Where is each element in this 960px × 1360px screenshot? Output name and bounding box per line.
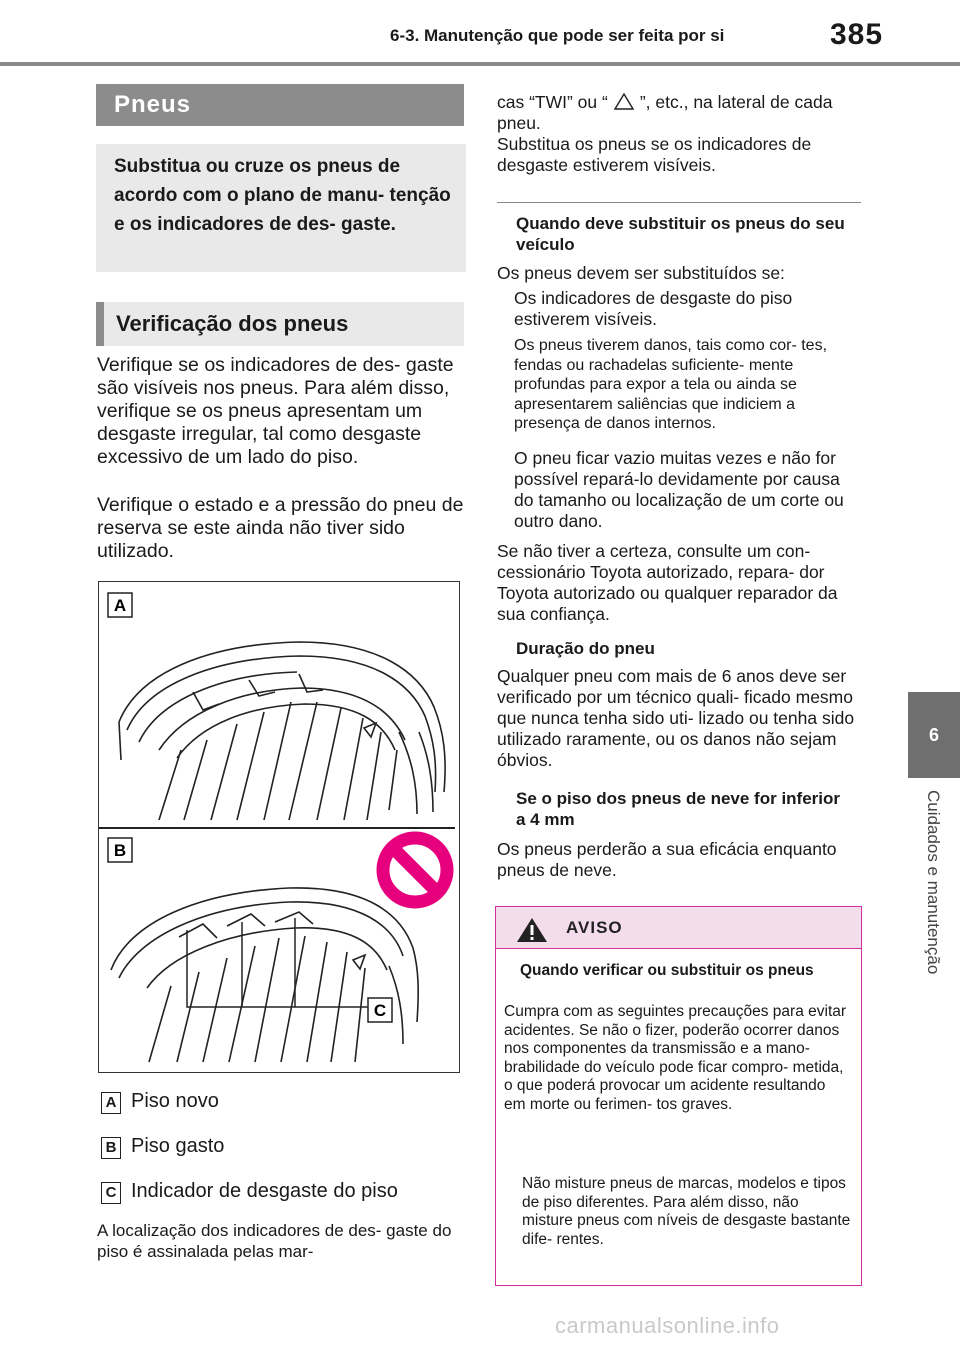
warning-subheading: Quando verificar ou substituir os pneus	[520, 962, 814, 979]
watermark: carmanualsonline.info	[555, 1313, 780, 1338]
replace-bullet-3: O pneu ficar vazio muitas vezes e não for possível repará-lo devidamente por causa do tamanho ou localização de um corte ou outro dano.	[514, 448, 844, 531]
chapter-tab[interactable]	[908, 692, 960, 778]
warning-header	[496, 907, 861, 949]
figure-label-b: B	[113, 841, 127, 860]
when-replace-intro: Os pneus devem ser substituídos se:	[497, 263, 785, 283]
warning-triangle-icon	[516, 917, 548, 943]
legend-text-a: Piso novo	[131, 1090, 219, 1112]
replace-bullet-1: Os indicadores de desgaste do piso estiverem visíveis.	[514, 288, 793, 329]
right-divider	[497, 202, 861, 203]
twi-triangle-icon	[614, 93, 634, 110]
worn-tire-drawing	[111, 888, 418, 1062]
chapter-tab-label-text: Cuidados e manutenção	[924, 790, 943, 975]
chapter-tab-label	[919, 790, 949, 1030]
no-symbol-icon	[383, 838, 447, 902]
tire-tread-figure	[98, 581, 460, 1073]
figure-label-a: A	[113, 596, 127, 615]
check-paragraph-2: Verifique o estado e a pressão do pneu de reserva se este ainda não tiver sido utilizado.	[97, 494, 464, 562]
legend-key-b: B	[101, 1137, 121, 1159]
warning-bullet: Não misture pneus de marcas, modelos e tipos de piso diferentes. Para além disso, não misture pneus com níveis de desgaste bastante dife- rentes.	[522, 1175, 851, 1248]
chapter-tab-number: 6	[928, 724, 939, 745]
replace-bullet-2: Os pneus tiverem danos, tais como cor- tes, fendas ou rachadelas suficiente- mente profundas para expor a tela ou ainda se apresentarem saliências que indiciem a presença de danos internos.	[514, 337, 828, 432]
legend-text-b: Piso gasto	[131, 1135, 225, 1157]
tire-illustration	[99, 582, 461, 1074]
twi-text-c: Substitua os pneus se os indicadores de desgaste estiverem visíveis.	[497, 134, 812, 175]
legend-item-c	[101, 1180, 398, 1204]
legend-item-b	[101, 1135, 224, 1159]
legend-text-c: Indicador de desgaste do piso	[131, 1180, 398, 1202]
legend-key-c: C	[101, 1182, 121, 1204]
header-divider	[0, 62, 960, 66]
new-tire-drawing	[119, 642, 445, 820]
warning-body: Cumpra com as seguintes precauções para evitar acidentes. Se não o fizer, poderão ocorrer danos nos componentes da transmissão e a mano- brabilidade do veículo pode ficar compro- metida, o que poderá provocar um acidente resultando em morte ou ferimen- tos graves.	[504, 1003, 847, 1113]
check-paragraph-1: Verifique se os indicadores de des- gaste são visíveis nos pneus. Para além disso, verifique se os pneus apresentam um desgaste irregular, tal como desgaste excessivo de um lado do piso.	[97, 354, 454, 468]
snow-tire-paragraph: Os pneus perderão a sua eficácia enquanto pneus de neve.	[497, 839, 837, 880]
tire-life-paragraph: Qualquer pneu com mais de 6 anos deve ser verificado por um técnico quali- ficado mesmo que nunca tenha sido uti- lizado ou tenha sido utilizado raramente, ou os danos não sejam óbvios.	[497, 666, 855, 770]
warning-box	[495, 906, 862, 1286]
location-paragraph: A localização dos indicadores de des- gaste do piso é assinalada pelas mar-	[97, 1221, 452, 1261]
twi-text-a: cas “TWI” ou “	[497, 92, 608, 112]
wear-indicator-callout-lines	[187, 918, 375, 1007]
legend-key-a: A	[101, 1092, 121, 1114]
warning-title: AVISO	[566, 918, 623, 937]
snow-tire-heading: Se o piso dos pneus de neve for inferior a 4 mm	[516, 789, 841, 829]
chapter-title: 6-3. Manutenção que pode ser feita por si	[390, 26, 725, 45]
twi-text-b: ”, etc., na lateral de cada pneu.	[497, 92, 833, 133]
when-replace-heading: Quando deve substituir os pneus do seu veículo	[516, 214, 845, 254]
page-number: 385	[830, 18, 884, 51]
figure-label-c: C	[373, 1001, 387, 1020]
legend-item-a	[101, 1090, 219, 1114]
subsection-title: Verificação dos pneus	[96, 302, 464, 346]
doubt-paragraph: Se não tiver a certeza, consulte um con- cessionário Toyota autorizado, repara- dor Toyota autorizado ou qualquer reparador da sua confiança.	[497, 541, 838, 624]
tire-life-heading: Duração do pneu	[516, 639, 655, 658]
section-intro: Substitua ou cruze os pneus de acordo com o plano de manu- tenção e os indicadores de des- gaste.	[96, 144, 466, 272]
section-title: Pneus	[96, 84, 464, 126]
twi-paragraph	[497, 92, 847, 176]
